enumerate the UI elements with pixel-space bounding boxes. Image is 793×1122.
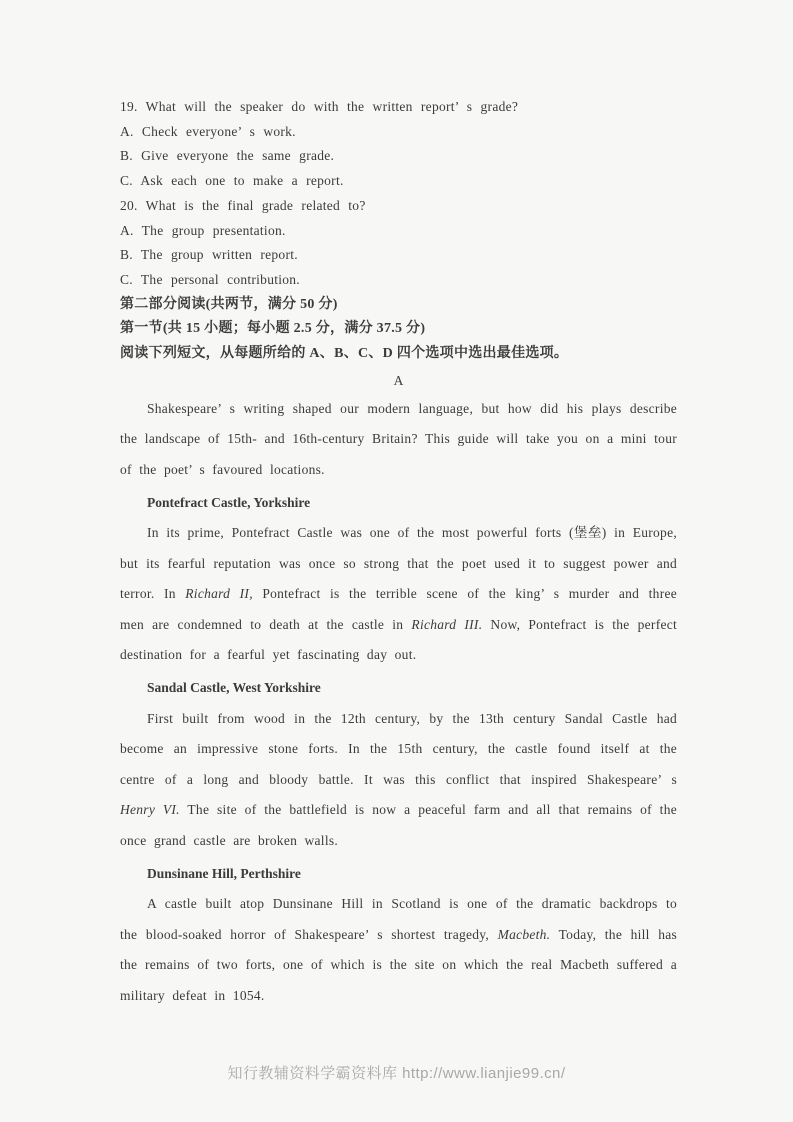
question-20-option-b: B. The group written report. xyxy=(120,247,298,263)
question-19-option-c: C. Ask each one to make a report. xyxy=(120,173,344,189)
question-19-option-b: B. Give everyone the same grade. xyxy=(120,148,335,164)
heading-pontefract-castle: Pontefract Castle, Yorkshire xyxy=(147,494,311,510)
question-19-option-a: A. Check everyone’ s work. xyxy=(120,123,296,139)
document-content xyxy=(120,95,677,1012)
question-20-option-c: C. The personal contribution. xyxy=(120,271,300,287)
paragraph-pontefract-castle: In its prime, Pontefract Castle was one of the most powerful forts (堡垒) in Europe, but its fearful reputation was once so strong that the poet used it to suggest power and terror. In Richard II, Pontefract is the terrible scene of the king’ s murder and three men are condemned to death at the castle in Richard III. Now, Pontefract is the perfect destination for a fearful yet fascinating day out. xyxy=(120,525,677,663)
watermark-footer: 知行教辅资料学霸资料库 http://www.lianjie99.cn/ xyxy=(227,1065,566,1082)
reading-instructions: 阅读下列短文，从每题所给的 A、B、C、D 四个选项中选出最佳选项。 xyxy=(120,346,569,362)
question-20-stem: 20. What is the final grade related to? xyxy=(120,197,366,213)
part2-section-header: 第二部分阅读(共两节，满分 50 分) xyxy=(120,296,338,312)
passage-intro-paragraph: Shakespeare’ s writing shaped our modern language, but how did his plays describe the landscape of 15th- and 16th-century Britain? This guide will take you on a mini tour of the poet’ s favoured locations. xyxy=(120,400,677,477)
question-19-stem: 19. What will the speaker do with the written report’ s grade? xyxy=(120,99,519,114)
heading-sandal-castle: Sandal Castle, West Yorkshire xyxy=(147,680,321,696)
heading-dunsinane-hill: Dunsinane Hill, Perthshire xyxy=(147,865,301,881)
paragraph-dunsinane-hill: A castle built atop Dunsinane Hill in Scotland is one of the dramatic backdrops to the blood-soaked horror of Shakespeare’ s shortest tragedy, Macbeth. Today, the hill has the remains of two forts, one of which is the site on which the real Macbeth suffered a military defeat in 1054. xyxy=(120,896,677,1004)
passage-label: A xyxy=(393,372,404,388)
paragraph-sandal-castle: First built from wood in the 12th century, by the 13th century Sandal Castle had become an impressive stone forts. In the 15th century, the castle found itself at the centre of a long and bloody battle. It was this conflict that inspired Shakespeare’ s Henry VI. The site of the battlefield is now a peaceful farm and all that remains of the once grand castle are broken walls. xyxy=(120,710,677,849)
question-20-option-a: A. The group presentation. xyxy=(120,222,286,238)
part2-node1-header: 第一节(共 15 小题；每小题 2.5 分，满分 37.5 分) xyxy=(120,321,426,337)
